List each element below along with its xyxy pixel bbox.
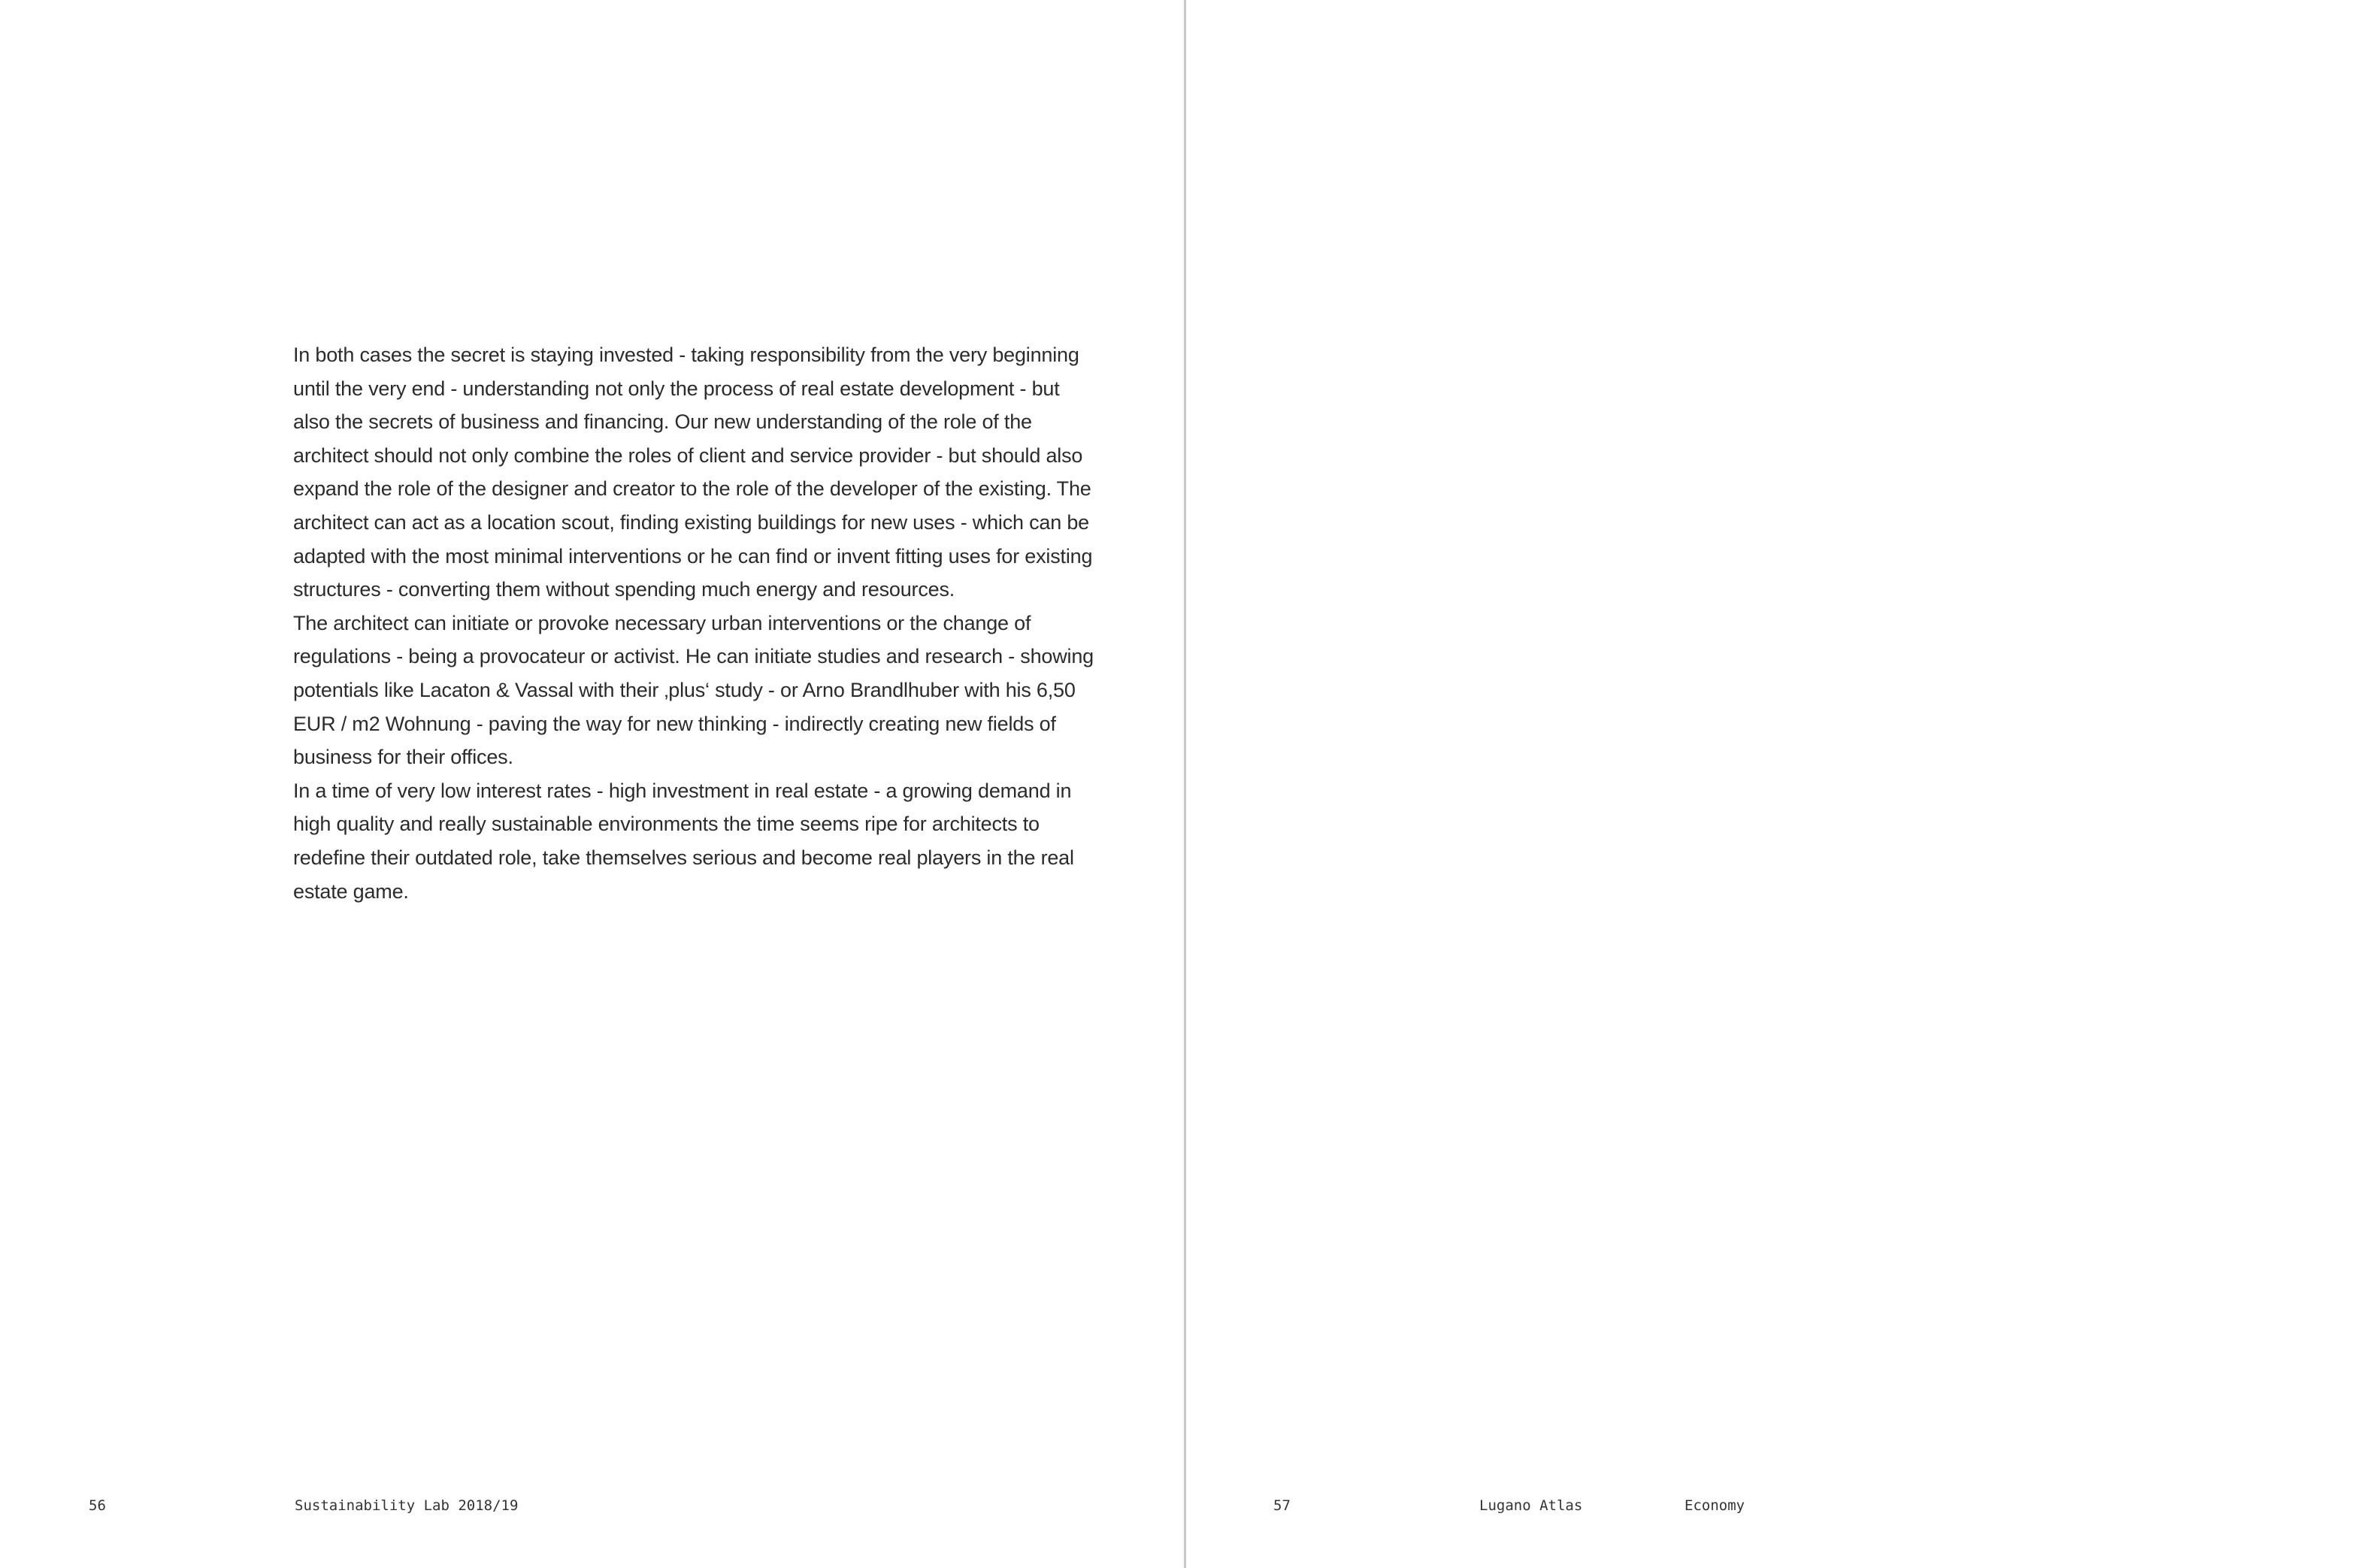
paragraph-3: In a time of very low interest rates - high investment in real estate - a growing demand in high quality and really sustainable environments the time seems ripe for architects to redefine their outdated role, take themselves serious and become real players in the real estate game. — [293, 779, 1074, 903]
left-footer-publication: Sustainability Lab 2018/19 — [295, 1497, 519, 1514]
paragraph-1: In both cases the secret is staying invested - taking responsibility from the very beginning until the very end - understanding not only the process of real estate development - but also the secrets of business and financing. Our new understanding of the role of the architect should not only combine the roles of client and service provider - but should also expand the role of the designer and creator to the role of the developer of the existing. The architect can act as a location scout, finding existing buildings for new uses - which can be adapted with the most minimal interventions or he can find or invent fitting uses for existing structures - converting them without spending much energy and resources. — [293, 344, 1093, 601]
paragraph-2: The architect can initiate or provoke necessary urban interventions or the change of regulations - being a provocateur or activist. He can initiate studies and research - showing potentials like Lacaton & Vassal with their ‚plus‘ study - or Arno Brandlhuber with his 6,50 EUR / m2 Wohnung - paving the way for new thinking - indirectly creating new fields of business for their offices. — [293, 611, 1094, 769]
right-page-number: 57 — [1273, 1497, 1291, 1514]
right-footer-title: Lugano Atlas — [1479, 1497, 1583, 1514]
right-footer-section: Economy — [1684, 1497, 1745, 1514]
left-page-number: 56 — [89, 1497, 106, 1514]
page-gutter-divider — [1184, 0, 1186, 1568]
body-text — [293, 338, 1101, 908]
